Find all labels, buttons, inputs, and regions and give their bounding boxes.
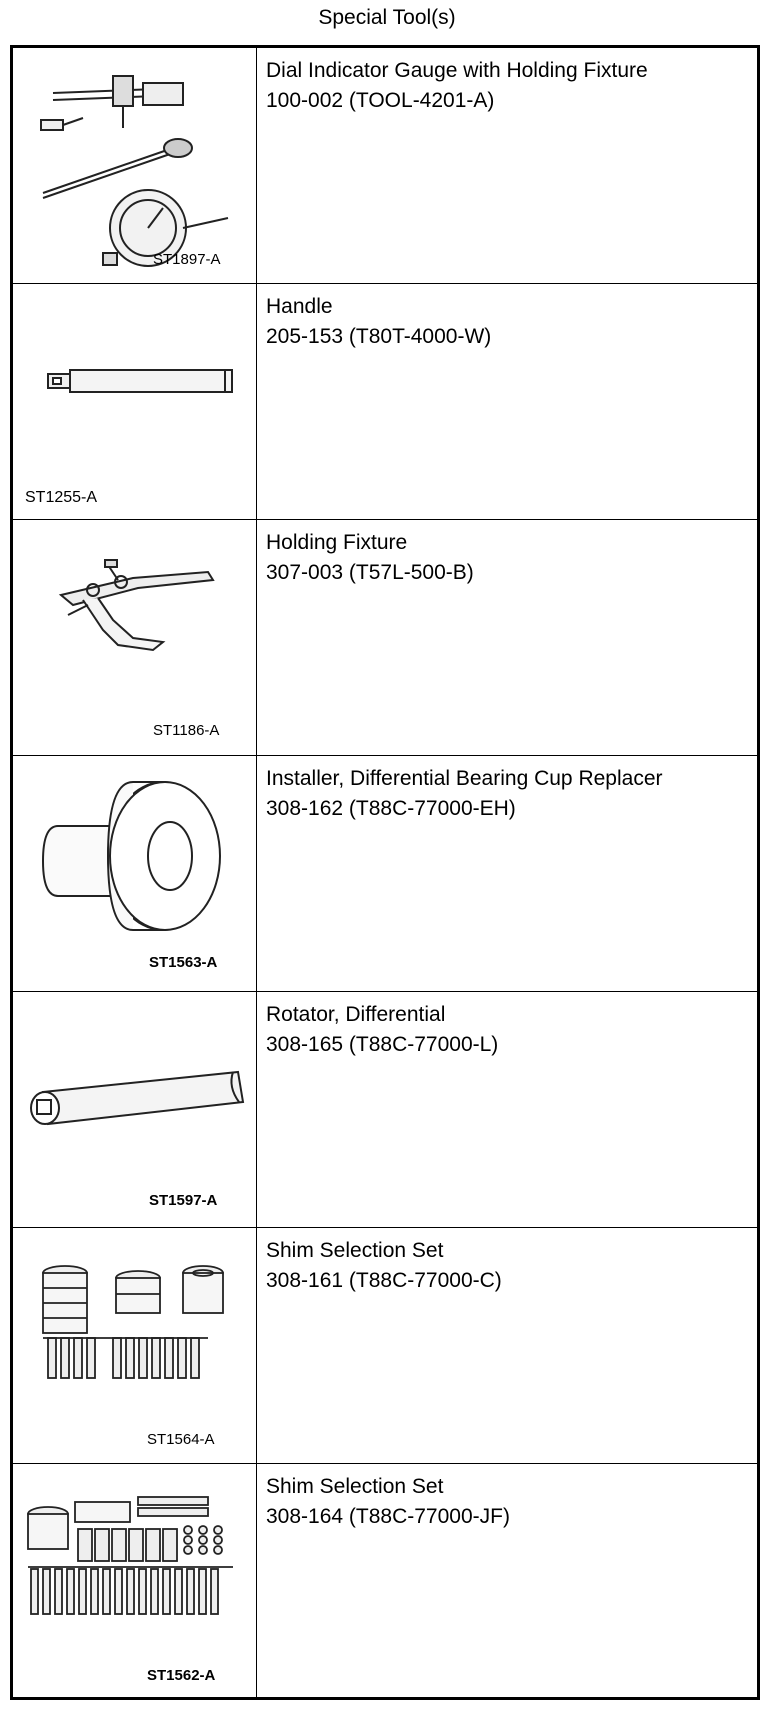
tool-name: Shim Selection Set <box>266 1239 444 1262</box>
tool-illustration-cell <box>13 520 257 755</box>
tool-number: 307-003 (T57L-500-B) <box>266 561 474 584</box>
special-tools-table <box>10 45 760 1700</box>
tool-row <box>13 520 757 756</box>
tool-number: 205-153 (T80T-4000-W) <box>266 325 492 348</box>
illustration-ref: ST1186-A <box>153 722 220 739</box>
tool-number: 100-002 (TOOL-4201-A) <box>266 89 495 112</box>
tool-description-cell <box>257 992 757 1227</box>
tool-illustration-cell <box>13 1228 257 1463</box>
illustration-ref: ST1563-A <box>149 954 218 971</box>
illustration-ref: ST1255-A <box>25 489 98 506</box>
tool-description-cell <box>257 48 757 283</box>
shim-selection-set-icon <box>13 1228 257 1464</box>
illustration-ref: ST1897-A <box>153 251 221 268</box>
tool-row <box>13 1464 757 1700</box>
tool-row <box>13 756 757 992</box>
tool-row <box>13 1228 757 1464</box>
tool-name: Installer, Differential Bearing Cup Replacer <box>266 767 663 790</box>
tool-name: Dial Indicator Gauge with Holding Fixture <box>266 59 648 82</box>
tool-name: Handle <box>266 295 333 318</box>
page-title: Special Tool(s) <box>318 6 456 29</box>
bearing-cup-installer-icon <box>13 756 257 992</box>
differential-rotator-icon <box>13 992 257 1228</box>
tool-illustration-cell <box>13 48 257 283</box>
tool-description-cell <box>257 520 757 755</box>
dial-indicator-gauge-icon <box>13 48 257 284</box>
tool-description-cell <box>257 756 757 991</box>
tool-row <box>13 992 757 1228</box>
tool-row <box>13 284 757 520</box>
holding-fixture-icon <box>13 520 257 756</box>
tool-number: 308-161 (T88C-77000-C) <box>266 1269 502 1292</box>
tool-illustration-cell <box>13 992 257 1227</box>
illustration-ref: ST1562-A <box>147 1667 216 1684</box>
tool-illustration-cell <box>13 1464 257 1700</box>
tool-description-cell <box>257 284 757 519</box>
tool-name: Rotator, Differential <box>266 1003 446 1026</box>
tool-row <box>13 48 757 284</box>
tool-name: Shim Selection Set <box>266 1475 444 1498</box>
illustration-ref: ST1597-A <box>149 1192 218 1209</box>
tool-description-cell <box>257 1464 757 1700</box>
tool-description-cell <box>257 1228 757 1463</box>
illustration-ref: ST1564-A <box>147 1431 215 1448</box>
tool-number: 308-164 (T88C-77000-JF) <box>266 1505 510 1528</box>
tool-name: Holding Fixture <box>266 531 408 554</box>
tool-number: 308-165 (T88C-77000-L) <box>266 1033 499 1056</box>
handle-icon <box>13 284 257 520</box>
tool-illustration-cell <box>13 284 257 519</box>
shim-selection-set-icon <box>13 1464 257 1700</box>
tool-number: 308-162 (T88C-77000-EH) <box>266 797 516 820</box>
tool-illustration-cell <box>13 756 257 991</box>
